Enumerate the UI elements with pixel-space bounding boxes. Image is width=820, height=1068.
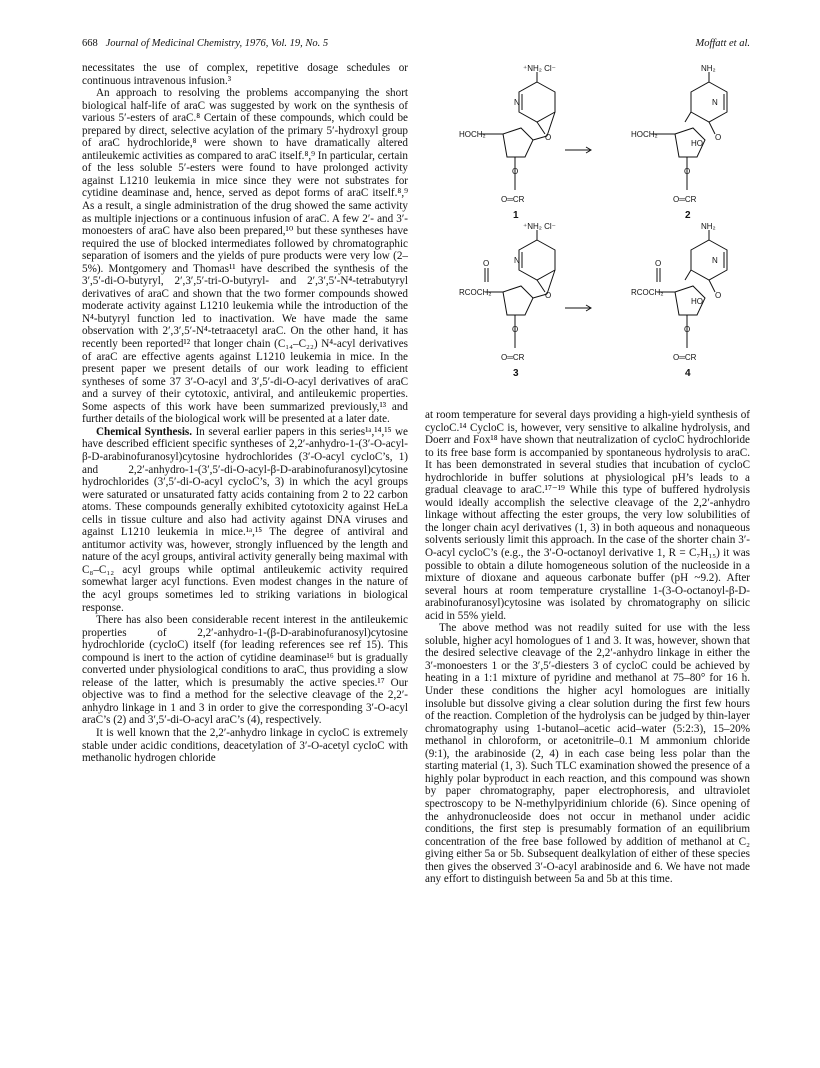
s4-sugar-label: RCOCH₂ — [631, 288, 664, 297]
s2-ring-o: O — [715, 133, 722, 142]
structure-4 — [657, 230, 727, 348]
s3-ester-o: O — [512, 325, 519, 334]
left-column — [82, 62, 408, 765]
s1-n-label: N — [514, 98, 520, 107]
s3-ring-o: O — [545, 291, 552, 300]
s4-amine-label: NH₂ — [701, 222, 716, 231]
chemical-structures-figure — [425, 62, 750, 404]
paragraph — [82, 426, 408, 614]
s2-sugar-label: HOCH₂ — [631, 130, 658, 139]
s2-n-label: N — [712, 98, 718, 107]
right-column — [425, 409, 750, 886]
paragraph: at room temperature for several days providing a high-yield synthesis of cycloC.¹⁴ CycloC is, however, very sensitive to alkaline hydrolysis, and Doerr and Fox¹⁸ have shown that neutralization of cycloC hydrochloride to its free base form is accompanied by spontaneous hydrolysis to araC. It has been demonstrated in several studies that incubation of cycloC hydrochloride in buffer solutions at physiological pH’s leads to a gradual cleavage to araC.¹⁷⁻¹⁹ While this type of buffered hydrolysis would ideally accomplish the selective cleavage of the 2,2′-anhydro linkage without affecting the ester groups, the very low solubilities of the longer chain acyl derivatives (1, 3) in both aqueous and nonaqueous solvents seriously limit this approach. In the case of the shorter chain 3′-O-acyl cycloC’s (e.g., the 3′-O-octanoyl derivative 1, R = C₇H₁₅) it was possible to obtain a dilute homogeneous solution of the nucleoside in a mixture of dioxane and aqueous carbonate buffer (pH ~9.2). After several hours at room temperature crystalline 1-(3-O-octanoyl-β-D-arabinofuranosyl)cytosine was isolated by chromatography on silicic acid in 55% yield. — [425, 409, 750, 622]
s4-n-label: N — [712, 256, 718, 265]
s2-ester-o: O — [684, 167, 691, 176]
page-header — [82, 38, 750, 56]
s1-sugar-label: HOCH₂ — [459, 130, 486, 139]
reaction-arrow-3-to-4 — [565, 305, 591, 311]
s2-hydroxyl: HO — [691, 139, 703, 148]
s4-ring-o: O — [715, 291, 722, 300]
s3-carbonyl-o: O — [483, 259, 490, 268]
s1-ester-carbonyl: O═CR — [501, 195, 525, 204]
s2-amine-label: NH₂ — [701, 64, 716, 73]
s3-sugar-label: RCOCH₂ — [459, 288, 492, 297]
paragraph: It is well known that the 2,2′-anhydro linkage in cycloC is extremely stable under acidic conditions, deacetylation of 3′-O-acetyl cycloC with methanolic hydrogen chloride — [82, 726, 408, 765]
structures-svg — [425, 62, 750, 404]
s1-ring-o: O — [545, 133, 552, 142]
reaction-arrow-1-to-2 — [565, 147, 591, 153]
s2-ester-carbonyl: O═CR — [673, 195, 697, 204]
s4-carbonyl-o: O — [655, 259, 662, 268]
running-authors: Moffatt et al. — [695, 38, 750, 49]
s2-compound-number: 2 — [685, 210, 691, 221]
s3-compound-number: 3 — [513, 368, 519, 379]
s4-ester-carbonyl: O═CR — [673, 353, 697, 362]
section-heading: Chemical Synthesis. — [96, 425, 193, 438]
s3-amine-label: ⁺NH₂ Cl⁻ — [523, 222, 556, 231]
paragraph: The above method was not readily suited for use with the less soluble, higher acyl homologues of 1 and 3. It was, however, shown that the desired selective cleavage of the 2,2′-anhydro linkage in either the 3′-monoesters 1 or the 3′,5′-diesters 3 of cycloC could be achieved by heating in a 1:1 mixture of pyridine and methanol at 75–80° for 16 h. Under these conditions the higher acyl homologues are initially insoluble but dissolve giving a clear solution during the first few hours of the reaction. Completion of the hydrolysis can be judged by thin-layer chromatography using 1-butanol–acetic acid–water (5:2:3), 15–20% methanol in chloroform, or acetonitrile–0.1 M ammonium chloride (9:1), the arabinoside (2, 4) in each case being less polar than the starting material (1, 3). Such TLC examination showed the presence of a highly polar byproduct in each reaction, and this compound was shown by paper chromatography, paper electrophoresis, and ultraviolet spectroscopy to be N-methylpyridinium chloride (6). Since opening of the anhydronucleoside does not occur in methanol under acidic conditions, the first step is presumably formation of an equilibrium concentration of the free base followed by addition of methanol at C₂ giving either 5a or 5b. Subsequent dealkylation of either of these species then gives the observed 3′-O-acyl arabinoside and 6. We have not made any effort to distinguish between 5a and 5b at this time. — [425, 622, 750, 886]
s4-compound-number: 4 — [685, 368, 691, 379]
s3-ester-carbonyl: O═CR — [501, 353, 525, 362]
s1-compound-number: 1 — [513, 210, 519, 221]
s4-ester-o: O — [684, 325, 691, 334]
page-number: 668 — [82, 38, 98, 49]
s1-ester-o: O — [512, 167, 519, 176]
s1-amine-label: ⁺NH₂ Cl⁻ — [523, 64, 556, 73]
s3-n-label: N — [514, 256, 520, 265]
paragraph: necessitates the use of complex, repetitive dosage schedules or continuous intravenous infusion.³ — [82, 62, 408, 87]
structure-3 — [485, 230, 555, 348]
journal-citation: Journal of Medicinal Chemistry, 1976, Vol. 19, No. 5 — [105, 38, 329, 49]
paragraph-text: In several earlier papers in this series¹ᵃ,¹⁴,¹⁵ we have described efficient specific syntheses of 2,2′-anhydro-1-(3′-O-acyl-β-D-arabinofuranosyl)cytosine hydrochlorides (3′-O-acyl cycloC’s, 1) and 2,2′-anhydro-1-(3′,5′-di-O-acyl-β-D-arabinofuranosyl)cytosine hydrochlorides (3′,5′-di-O-acyl cycloC’s, 3) in which the acyl groups were saturated or unsaturated fatty acids containing from 2 to 22 carbon atoms. These compounds generally exhibited cytotoxicity against HeLa cells in tissue culture and also had activity against DNA viruses and against L1210 leukemia in mice.¹ᵃ,¹⁵ The degree of antiviral and antitumor activity was, however, strongly influenced by the length and nature of the acyl groups, antiviral activity generally being maximal with C₈–C₁₂ acyl groups while optimal antileukemic activity required somewhat larger acyl functions. Even modest changes in the nature of the acyl groups sometimes led to striking variations in biological response. — [82, 425, 408, 614]
paragraph: An approach to resolving the problems accompanying the short biological half-life of araC was suggested by work on the synthesis of various 5′-esters of araC.⁸ Certain of these compounds, which could be prepared by direct, selective acylation of the primary 5′-hydroxyl group of araC hydrochloride,⁸ were shown to have dramatically altered antileukemic activities as compared to araC itself.⁸,⁹ In particular, certain of the less soluble 5′-esters were found to have prolonged activity against L1210 leukemia in mice since they were not substrates for cytidine deaminase and, hence, served as depot forms of araC itself.⁸,⁹ As a result, a single administration of the drug showed the same activity as multiple injections or a continuous infusion of araC. A few 2′- and 3′-monoesters of araC have also been prepared,¹⁰ but these syntheses have required the use of blocked intermediates followed by chromatographic separation of isomers and the yields of pure products were very low (2–5%). Montgomery and Thomas¹¹ have described the synthesis of the 3′,5′-di-O-butyryl, 2′,3′,5′-tri-O-butyryl- and 2′,3′,5′-N⁴-tetrabutyryl derivatives of araC and shown that the two former compounds showed moderate activity against L1210 leukemia while the introduction of the N⁴-butyryl function led to inactivation. We have made the same observation with 2′,3′,5′-N⁴-tetraacetyl araC. On the other hand, it has recently been reported¹² that longer chain (C₁₄–C₂₂) N⁴-acyl derivatives of araC are effective agents against L1210 leukemia in mice. In the present paper we present details of our work leading to efficient syntheses of some 37 3′-O-acyl and 3′,5′-di-O-acyl derivatives of araC and a survey of their cytotoxic, antiviral, and antileukemic properties. Some aspects of this work have been summarized previously,¹³ and further details of the biological work will be presented at a later date. — [82, 87, 408, 426]
s4-hydroxyl: HO — [691, 297, 703, 306]
paragraph: There has also been considerable recent interest in the antileukemic properties of 2,2′-anhydro-1-(β-D-arabinofuranosyl)cytosine hydrochloride (cycloC) itself (for leading references see ref 15). This compound is inert to the action of cytidine deaminase¹⁶ but is gradually converted under physiological conditions to araC, thus providing a slow release of the latter, which is presumably the active species.¹⁷ Our objective was to find a method for the selective cleavage of the 2,2′-anhydro linkage in 1 and 3 in order to give the corresponding 3′-O-acyl araC’s (2) and 3′,5′-di-O-acyl araC’s (4), respectively. — [82, 614, 408, 727]
